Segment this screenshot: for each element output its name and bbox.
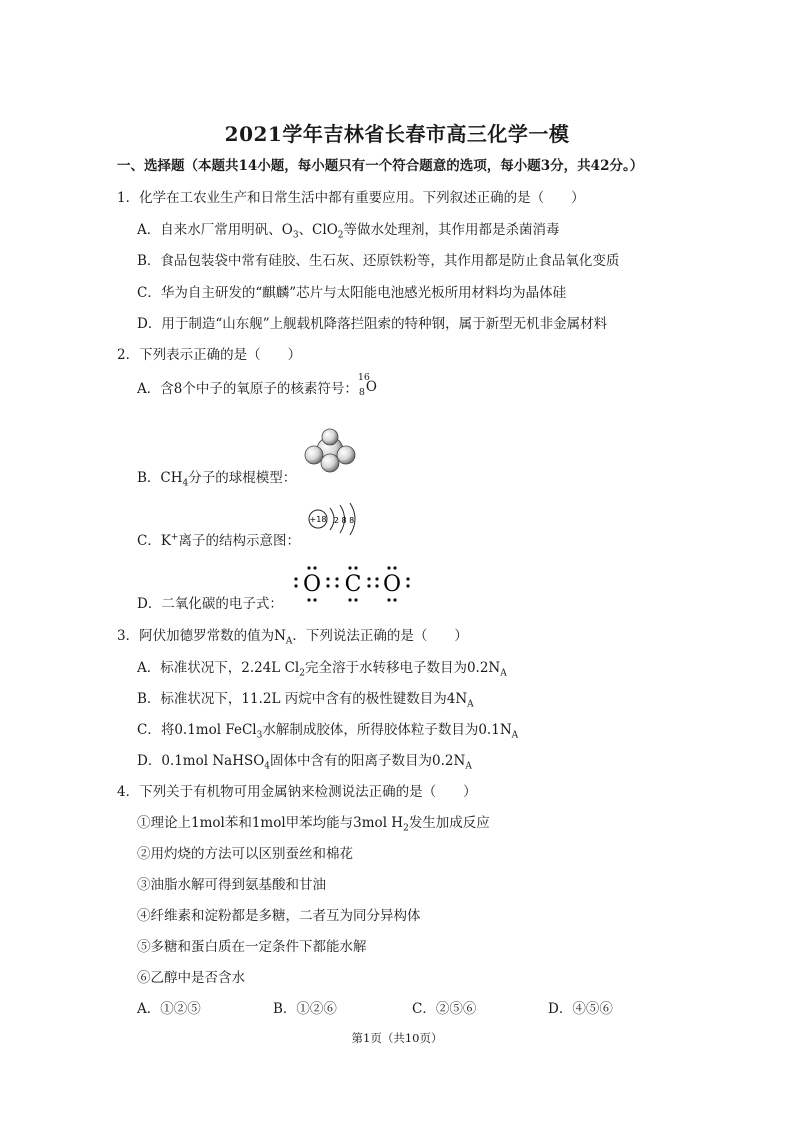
question-1-option-c: C．华为自主研发的“麒麟”芯片与太阳能电池感光板所用材料均为晶体硅 <box>137 285 567 301</box>
question-3-option-c: C．将0.1mol FeCl$_3$水解制成胶体，所得胶体粒子数目为$0.1N_A$ <box>137 722 519 741</box>
question-3-option-a: A．标准状况下，2.24L $Cl_2$完全溶于水转移电子数目为$0.2N_A$ <box>137 660 507 679</box>
question-1-option-b: B．食品包装袋中常有硅胶、生石灰、还原铁粉等，其作用都是防止食品氧化变质 <box>137 253 620 269</box>
question-4-item-4: ④纤维素和淀粉都是多糖，二者互为同分异构体 <box>137 908 421 924</box>
ch4-ball-stick-model <box>302 428 358 474</box>
question-4-item-2: ②用灼烧的方法可以区别蚕丝和棉花 <box>137 846 353 862</box>
question-4-item-3: ③油脂水解可得到氨基酸和甘油 <box>137 877 326 893</box>
question-2-option-c: C．K+离子的结构示意图： <box>137 532 300 549</box>
question-2-stem: 2．下列表示正确的是（ ） <box>117 347 302 363</box>
question-3-option-d: D．0.1mol NaHSO$_4$固体中含有的阳离子数目为$0.2N_A$ <box>137 753 472 772</box>
question-1-option-a: A．自来水厂常用明矾、$O_3$、ClO$_2$等做水处理剂，其作用都是杀菌消毒 <box>137 222 560 241</box>
question-4-item-5: ⑤多糖和蛋白质在一定条件下都能水解 <box>137 939 367 955</box>
question-3-option-b: B．标准状况下，11.2L 丙烷中含有的极性键数目为$4N_A$ <box>137 691 474 710</box>
svg-text:C: C <box>344 572 362 597</box>
page-title: 2021学年吉林省长春市高三化学一模 <box>224 122 570 146</box>
question-4-option-b: B．①②⑥ <box>273 1001 337 1017</box>
question-1-stem: 1．化学在工农业生产和日常生活中都有重要应用。下列叙述正确的是（ ） <box>117 190 585 206</box>
question-3-stem: 3．阿伏加德罗常数的值为$N_A$．下列说法正确的是（ ） <box>117 628 468 647</box>
question-2-option-b: B．$CH_4$分子的球棍模型： <box>137 470 297 489</box>
question-2-option-d: D．二氧化碳的电子式： <box>137 596 283 612</box>
question-1-option-d: D．用于制造“山东舰”上舰载机降落拦阻索的特种钢，属于新型无机非金属材料 <box>137 316 608 332</box>
svg-text:+18: +18 <box>309 515 327 524</box>
section-heading: 一、选择题（本题共14小题，每小题只有一个符合题意的选项，每小题3分，共42分。） <box>117 158 644 174</box>
question-4-option-a: A．①②⑤ <box>137 1001 201 1017</box>
question-4-item-1: ①理论上1mol苯和1mol甲苯均能与3mol $H_2$发生加成反应 <box>137 815 490 834</box>
svg-text:O: O <box>382 572 402 597</box>
svg-text:2 8 8: 2 8 8 <box>333 516 355 525</box>
question-4-item-6: ⑥乙醇中是否含水 <box>137 970 245 986</box>
nuclide-symbol: 16 8 O <box>357 372 377 398</box>
question-4-stem: 4．下列关于有机物可用金属钠来检测说法正确的是（ ） <box>117 784 477 800</box>
page-footer: 第1页（共10页） <box>351 1031 443 1045</box>
k-ion-structure-diagram <box>308 500 366 536</box>
svg-text:O: O <box>302 572 322 597</box>
co2-electron-formula <box>292 564 416 604</box>
question-2-option-a: A．含8个中子的氧原子的核素符号： 16 8 O <box>137 372 377 398</box>
question-4-option-c: C．②⑤⑥ <box>412 1001 477 1017</box>
question-4-option-d: D．④⑤⑥ <box>548 1001 613 1017</box>
